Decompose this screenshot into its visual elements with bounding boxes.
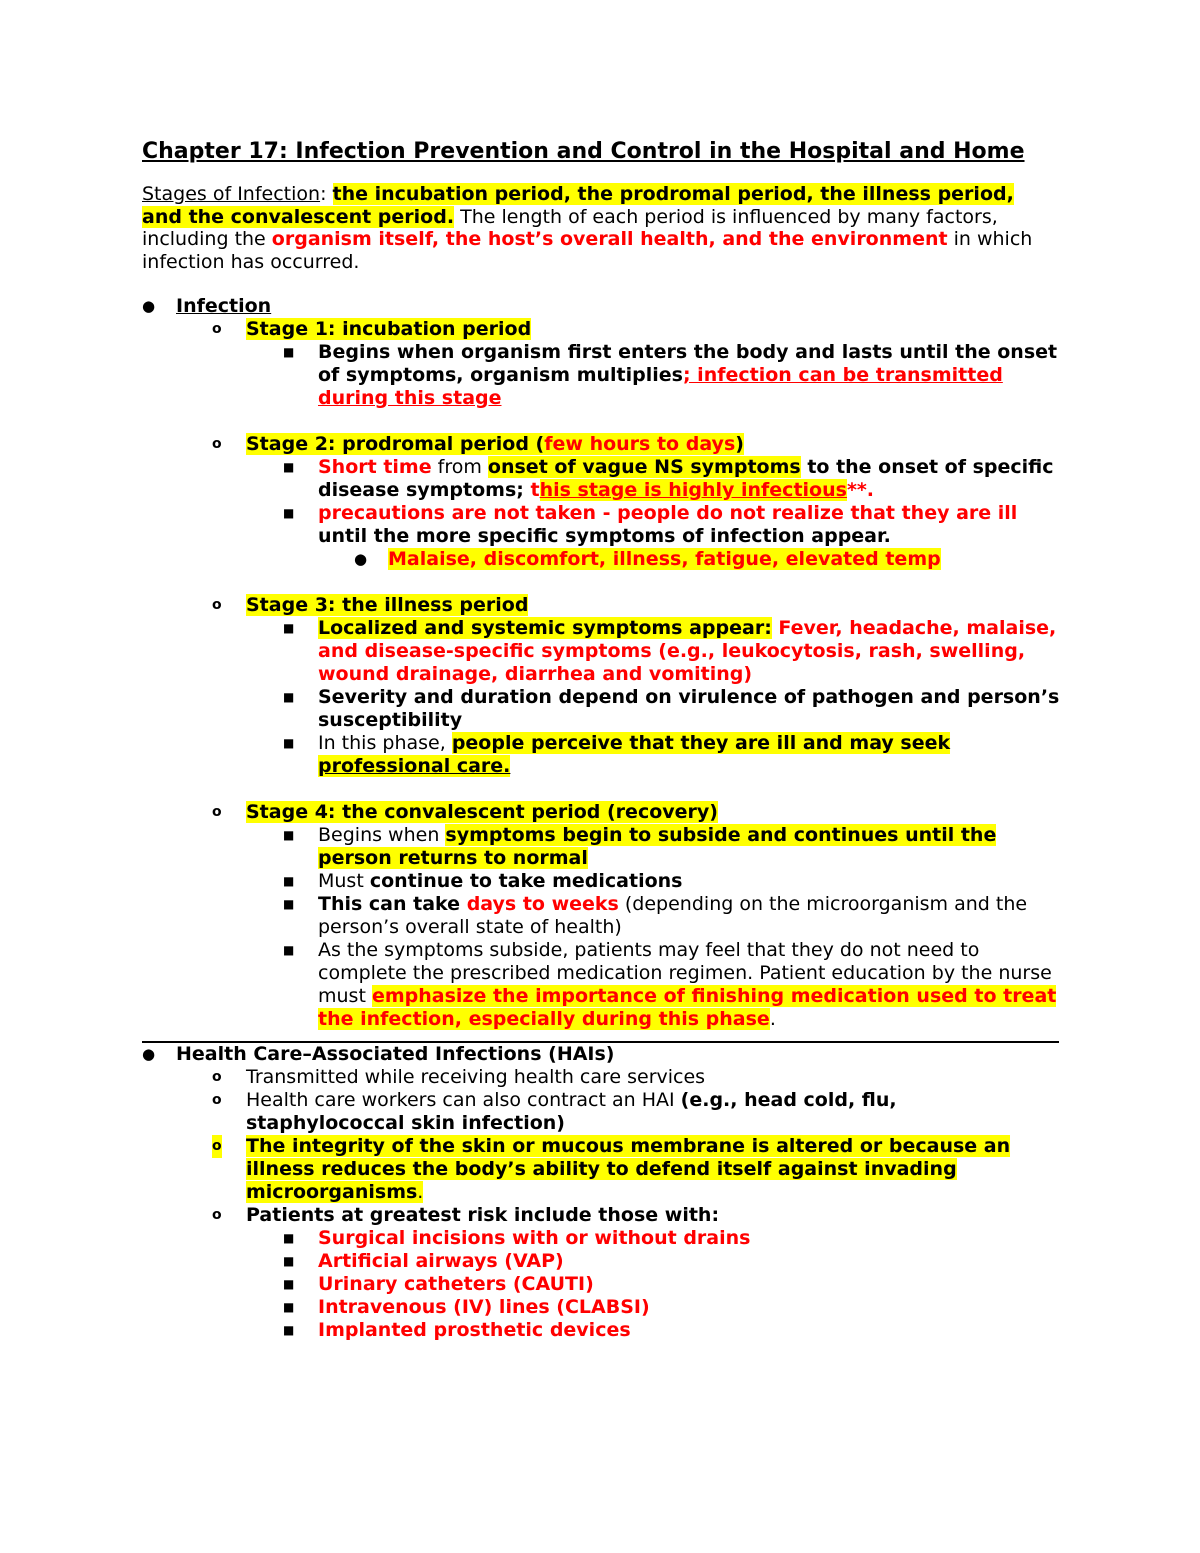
- circle-marker: o: [212, 804, 222, 820]
- risk-item: ■ Urinary catheters (CAUTI): [283, 1273, 594, 1295]
- stage3-bullet-2: ■ Severity and duration depend on virulence of pathogen and person’s susceptibility: [283, 686, 1060, 731]
- square-marker: ■: [283, 897, 295, 911]
- chapter-title: Chapter 17: Infection Prevention and Control in the Hospital and Home: [142, 139, 1025, 164]
- stage2-item: [142, 433, 1060, 456]
- stage2-heading: Stage 2: prodromal period (few hours to days): [246, 433, 744, 455]
- risk-item: ■ Surgical incisions with or without drains: [283, 1227, 751, 1249]
- risk-item: ■ Intravenous (IV) lines (CLABSI): [283, 1296, 650, 1318]
- square-marker: ■: [283, 828, 295, 842]
- circle-marker: o: [212, 1135, 222, 1158]
- infection-item: [142, 295, 1060, 318]
- hai-point-3: o The integrity of the skin or mucous membrane is altered or because an illness reduces the body’s ability to defend itself against invading microorganisms.: [212, 1135, 1011, 1203]
- stage4-heading: Stage 4: the convalescent period (recovery): [246, 801, 718, 823]
- stage1-item: [142, 318, 1060, 341]
- bullet-marker: ●: [142, 297, 156, 315]
- circle-marker: o: [212, 597, 222, 613]
- stages-label: Stages of Infection: [142, 183, 321, 205]
- stage3-bullet-3: ■ In this phase, people perceive that they are ill and may seek professional care.: [283, 732, 951, 777]
- square-marker: ■: [283, 943, 295, 957]
- stage1-heading: Stage 1: incubation period: [246, 318, 532, 340]
- square-marker: ■: [283, 460, 295, 474]
- stage3-item: [142, 594, 1060, 617]
- square-marker: ■: [283, 1277, 295, 1291]
- square-marker: ■: [283, 690, 295, 704]
- bullet-marker: ●: [142, 1045, 156, 1063]
- stage4-bullet-3: ■ This can take days to weeks (depending on the microorganism and the person’s overall state of health): [283, 893, 1028, 938]
- square-marker: ■: [283, 345, 295, 359]
- circle-marker: o: [212, 1092, 222, 1108]
- circle-marker: o: [212, 1207, 222, 1223]
- stage2-bullet-1: ■ Short time from onset of vague NS symptoms to the onset of specific disease symptoms; this stage is highly infectious**.: [283, 456, 1054, 501]
- square-marker: ■: [283, 1254, 295, 1268]
- stage4-bullet-2: ■ Must continue to take medications: [283, 870, 683, 892]
- hai-item: [142, 1043, 1060, 1066]
- stage3-bullet-1: ■ Localized and systemic symptoms appear: Fever, headache, malaise, and disease-specific symptoms (e.g., leukocytosis, rash, swelling, wound drainage, diarrhea and vomiting): [283, 617, 1057, 685]
- infection-heading: Infection: [176, 295, 272, 317]
- square-marker: ■: [283, 1231, 295, 1245]
- hai-point-4: o Patients at greatest risk include those with:: [212, 1204, 720, 1226]
- square-marker: ■: [283, 736, 295, 750]
- circle-marker: o: [212, 321, 222, 337]
- stage4-item: [142, 801, 1060, 824]
- stage2-sub-bullet: ● Malaise, discomfort, illness, fatigue, elevated temp: [354, 548, 941, 570]
- hai-heading: Health Care–Associated Infections (HAIs): [176, 1043, 615, 1065]
- stages-intro: Stages of Infection: the incubation period, the prodromal period, the illness period, and the convalescent period. The length of each period is influenced by many factors, including the organism itself, the host’s overall health, and the environment in which infection has occurred.: [142, 183, 1033, 273]
- risk-item: ■ Implanted prosthetic devices: [283, 1319, 631, 1341]
- risk-item: ■ Artificial airways (VAP): [283, 1250, 564, 1272]
- stage4-bullet-4: ■ As the symptoms subside, patients may feel that they do not need to complete the prescribed medication regimen. Patient education by the nurse must emphasize the importance of finishing medication used to treat the infection, especially during this phase.: [283, 939, 1057, 1030]
- square-marker: ■: [283, 506, 295, 520]
- influencing-factors: organism itself, the host’s overall health, and the environment: [271, 228, 948, 250]
- bullet-marker: ●: [354, 550, 368, 568]
- stage3-heading: Stage 3: the illness period: [246, 594, 529, 616]
- stage4-bullet-1: ■ Begins when symptoms begin to subside and continues until the person returns to normal: [283, 824, 997, 869]
- square-marker: ■: [283, 874, 295, 888]
- circle-marker: o: [212, 1069, 222, 1085]
- square-marker: ■: [283, 1300, 295, 1314]
- stage1-bullet: ■ Begins when organism first enters the body and lasts until the onset of symptoms, organism multiplies; infection can be transmitted during this stage: [283, 341, 1058, 409]
- hai-point-2: o Health care workers can also contract an HAI (e.g., head cold, flu, staphylococcal skin infection): [212, 1089, 897, 1134]
- square-marker: ■: [283, 1323, 295, 1337]
- stages-list: the incubation period, the prodromal period, the illness period, and the convalescent period.: [142, 183, 1014, 228]
- hai-point-1: o Transmitted while receiving health care services: [212, 1066, 706, 1088]
- circle-marker: o: [212, 436, 222, 452]
- square-marker: ■: [283, 621, 295, 635]
- stage2-bullet-2: ■ precautions are not taken - people do not realize that they are ill until the more specific symptoms of infection appear.: [283, 502, 1018, 547]
